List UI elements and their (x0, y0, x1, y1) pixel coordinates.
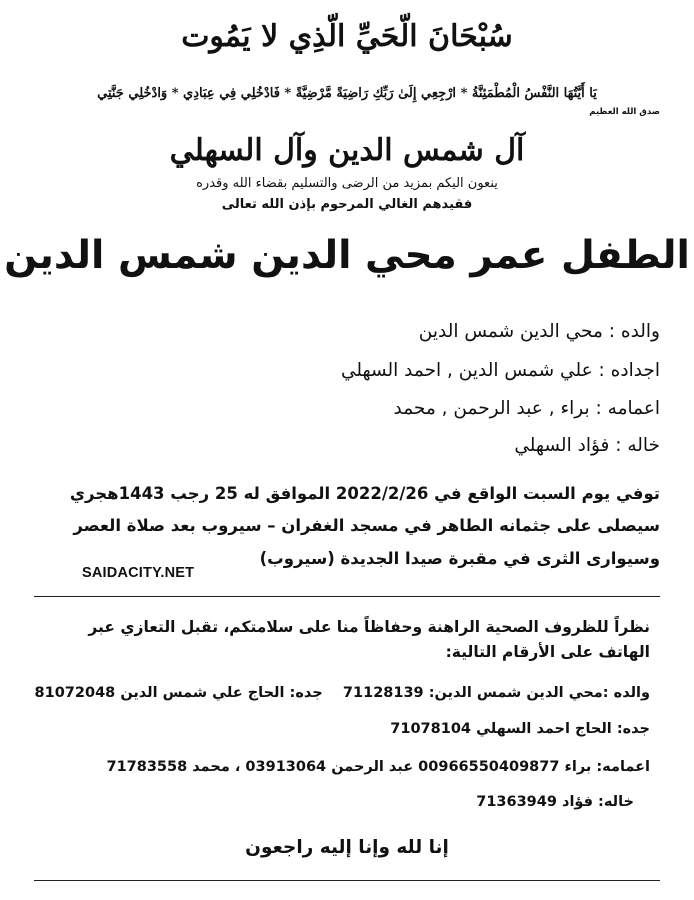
contact-row (35, 684, 650, 702)
phone-number: 71128139 (342, 685, 424, 701)
condolence-notice-line-2: الهاتف على الأرقام التالية: (445, 643, 650, 661)
contact-row (106, 758, 650, 776)
contact-label: عبد الرحمن (331, 759, 414, 775)
section-divider (34, 596, 660, 597)
closing-phrase: إنا لله وإنا إليه راجعون (245, 837, 449, 858)
relative-father: والده : محي الدين شمس الدين (418, 321, 660, 342)
contact-label: خاله: فؤاد (562, 794, 634, 810)
phone-number: 71783558 (106, 759, 188, 775)
burial-line: وسيوارى الثرى في مقبرة صيدا الجديدة (سيروب) (259, 549, 660, 568)
funeral-prayer-line: سيصلى على جثمانه الطاهر في مسجد الغفران – سيروب بعد صلاة العصر (73, 516, 660, 535)
contact-row (390, 720, 650, 738)
contact-label: جده: الحاج علي شمس الدين (120, 685, 323, 701)
bottom-divider (34, 880, 660, 881)
contact-label: جده: الحاج احمد السهلي (476, 721, 650, 737)
condolence-notice-line-1: نظراً للظروف الصحية الراهنة وحفاظاً منا على سلامتكم، تقبل التعازي عبر (88, 618, 650, 636)
relative-grandparents: اجداده : علي شمس الدين , احمد السهلي (340, 360, 660, 381)
deceased-name: الطفل عمر محي الدين شمس الدين (4, 233, 690, 278)
site-watermark: SAIDACITY.NET (82, 565, 195, 581)
mourning-line-1: ينعون اليكم بمزيد من الرضى والتسليم بقضاء الله وقدره (196, 176, 498, 191)
contact-label: اعمامه: براء (564, 759, 650, 775)
mourning-line-2: فقيدهم الغالي المرحوم بإذن الله تعالى (221, 197, 473, 212)
verse-attribution: صدق الله العظيم (589, 107, 660, 117)
phone-number: 03913064 (245, 759, 327, 775)
relative-paternal-uncles: اعمامه : براء , عبد الرحمن , محمد (393, 398, 660, 419)
phone-number: 00966550409877 (418, 759, 560, 775)
contact-label: ، محمد (192, 759, 241, 775)
contact-label: والده :محي الدين شمس الدين: (428, 685, 650, 701)
family-line: آل شمس الدين وآل السهلي (169, 133, 525, 168)
phone-number: 71078104 (390, 721, 471, 737)
phone-number: 71363949 (476, 794, 557, 810)
header-verse: سُبْحَانَ الّحَيِّ الّذِي لا يَمُوت (181, 19, 513, 54)
death-date-line: توفي يوم السبت الواقع في 2022/2/26 الموافق له 25 رجب 1443هجري (69, 484, 660, 503)
contact-row (476, 793, 634, 811)
phone-number: 81072048 (34, 685, 116, 701)
quran-verse: يَا أَيَّتُهَا النَّفْسُ الْمُطْمَئِنَّةُ * ارْجِعِي إِلَىٰ رَبِّكِ رَاضِيَةً مَّرْضِيَّةً * فَادْخُلِي فِي عِبَادِي * وَادْخُلِي جَنَّتِي (97, 86, 597, 101)
relative-maternal-uncle: خاله : فؤاد السهلي (514, 435, 660, 456)
